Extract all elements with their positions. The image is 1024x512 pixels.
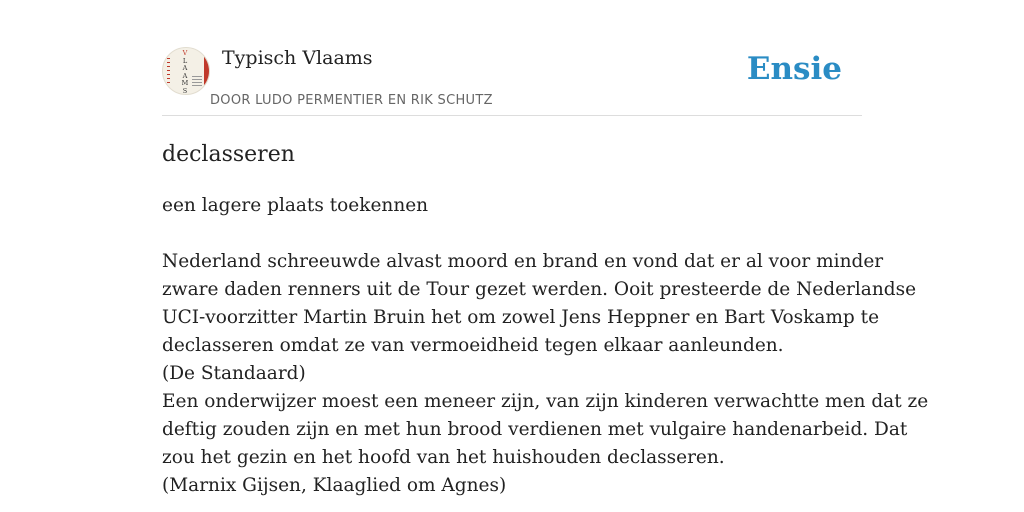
book-cover-avatar[interactable] (162, 47, 210, 95)
ensie-logo-link[interactable]: Ensie (746, 51, 842, 87)
example-line: UCI-voorzitter Martin Bruin het om zowel Jens Heppner en Bart Voskamp te (162, 307, 880, 328)
example-line: Nederland schreeuwde alvast moord en brand en vond dat er al voor minder (162, 251, 884, 272)
cover-letter: L (182, 56, 188, 65)
cover-hatch-decoration (167, 58, 170, 86)
header (162, 0, 862, 116)
book-title[interactable]: Typisch Vlaams (222, 47, 373, 69)
book-authors: DOOR LUDO PERMENTIER EN RIK SCHUTZ (210, 93, 493, 108)
cover-letter: M (181, 79, 189, 87)
page (162, 0, 929, 512)
entry-examples (162, 248, 929, 500)
example-line: zou het gezin en het hoofd van het huishouden declasseren. (162, 447, 725, 468)
cover-letter: V (182, 49, 188, 57)
example-source: (De Standaard) (162, 363, 306, 384)
example-source: (Marnix Gijsen, Klaaglied om Agnes) (162, 475, 507, 496)
example-line: deftig zouden zijn en met hun brood verdienen met vulgaire handenarbeid. Dat (162, 419, 908, 440)
cover-lettering (175, 50, 195, 95)
example-line: zware daden renners uit de Tour gezet werden. Ooit presteerde de Nederlandse (162, 279, 917, 300)
cover-letter: A (182, 71, 188, 80)
cover-letter: S (182, 86, 188, 95)
example-line: Een onderwijzer moest een meneer zijn, van zijn kinderen verwachtte men dat ze (162, 391, 929, 412)
cover-letter: A (182, 64, 188, 72)
cover-red-edge (204, 56, 209, 86)
entry-definition: een lagere plaats toekennen (162, 195, 429, 216)
entry-term: declasseren (162, 142, 295, 167)
cover-lines-decoration (192, 76, 202, 86)
example-line: declasseren omdat ze van vermoeidheid tegen elkaar aanleunden. (162, 335, 784, 356)
